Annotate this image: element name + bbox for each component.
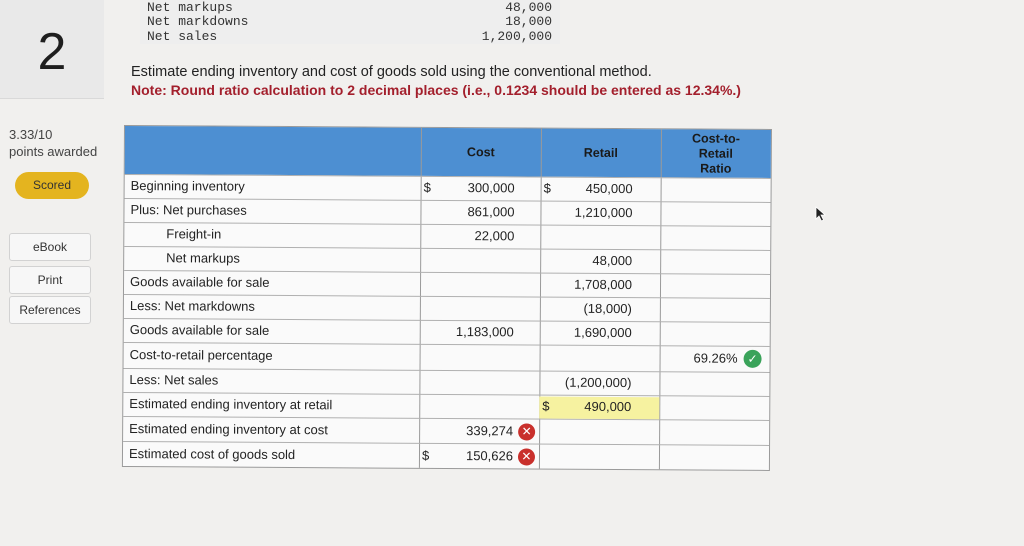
row-label: Goods available for sale [129, 322, 270, 338]
retail-input[interactable]: 1,210,000 [574, 204, 633, 221]
given-data-panel [140, 0, 560, 44]
retail-input[interactable]: 490,000 [584, 398, 632, 415]
status-badge: Scored [15, 172, 89, 199]
question-number: 2 [0, 0, 104, 99]
cost-input[interactable]: 861,000 [467, 204, 515, 220]
table-row [123, 417, 769, 445]
check-icon: ✓ [744, 350, 762, 368]
header-ratio: Cost-to- Retail Ratio [691, 130, 740, 176]
cost-input[interactable]: 150,626 [465, 448, 514, 464]
row-label: Beginning inventory [130, 178, 245, 194]
inventory-table [122, 125, 772, 471]
row-label: Plus: Net purchases [130, 202, 247, 218]
row-label: Cost-to-retail percentage [129, 347, 273, 363]
given-value: 48,000 [505, 0, 552, 15]
given-value: 1,200,000 [481, 29, 552, 44]
dollar-sign: $ [421, 447, 430, 463]
incorrect-icon: ✕ [518, 448, 535, 465]
given-label: Net markups [147, 0, 233, 15]
cost-input[interactable]: 300,000 [467, 180, 515, 196]
dollar-sign: $ [543, 180, 551, 196]
header-cost: Cost [466, 144, 495, 159]
cursor-icon [815, 206, 827, 222]
cost-input[interactable]: 1,183,000 [455, 324, 514, 340]
row-label: Net markups [166, 250, 240, 266]
table-row [124, 318, 770, 346]
retail-input[interactable]: 450,000 [585, 180, 633, 197]
given-value: 18,000 [505, 14, 552, 29]
row-label: Less: Net markdowns [129, 298, 255, 314]
references-button[interactable]: References [9, 296, 91, 324]
score-label: points awarded [9, 144, 98, 159]
given-label: Net sales [147, 29, 218, 44]
row-label: Less: Net sales [129, 372, 219, 388]
table-row [124, 343, 770, 371]
rounding-note: Note: Round ratio calculation to 2 decimal places (i.e., 0.1234 should be entered as 12.34%.) [131, 82, 741, 98]
table-header [125, 126, 771, 178]
retail-input[interactable]: 1,690,000 [573, 324, 632, 341]
dollar-sign: $ [423, 179, 431, 195]
score-value: 3.33/10 [9, 127, 53, 142]
ratio-input[interactable]: 69.26% [693, 350, 738, 366]
header-retail: Retail [583, 145, 618, 160]
row-label: Freight-in [166, 226, 222, 242]
given-label: Net markdowns [147, 14, 249, 29]
row-label: Estimated cost of goods sold [128, 446, 296, 463]
dollar-sign: $ [542, 398, 550, 414]
retail-input[interactable]: (18,000) [583, 300, 632, 317]
retail-input[interactable]: 48,000 [592, 252, 633, 269]
instructions: Estimate ending inventory and cost of goods sold using the conventional method. [131, 64, 652, 80]
ebook-button[interactable]: eBook [9, 233, 91, 261]
row-label: Goods available for sale [129, 274, 270, 290]
retail-input[interactable]: (1,200,000) [564, 374, 632, 391]
row-label: Estimated ending inventory at cost [129, 421, 328, 438]
table-row [123, 442, 769, 470]
print-button[interactable]: Print [9, 266, 91, 294]
score-display [9, 126, 97, 160]
retail-input[interactable]: 1,708,000 [574, 276, 633, 293]
row-label: Estimated ending inventory at retail [129, 396, 333, 413]
table-row [123, 392, 769, 420]
cost-input[interactable]: 22,000 [474, 228, 515, 244]
cost-input[interactable]: 339,274 [466, 423, 514, 439]
incorrect-icon: ✕ [518, 423, 535, 440]
